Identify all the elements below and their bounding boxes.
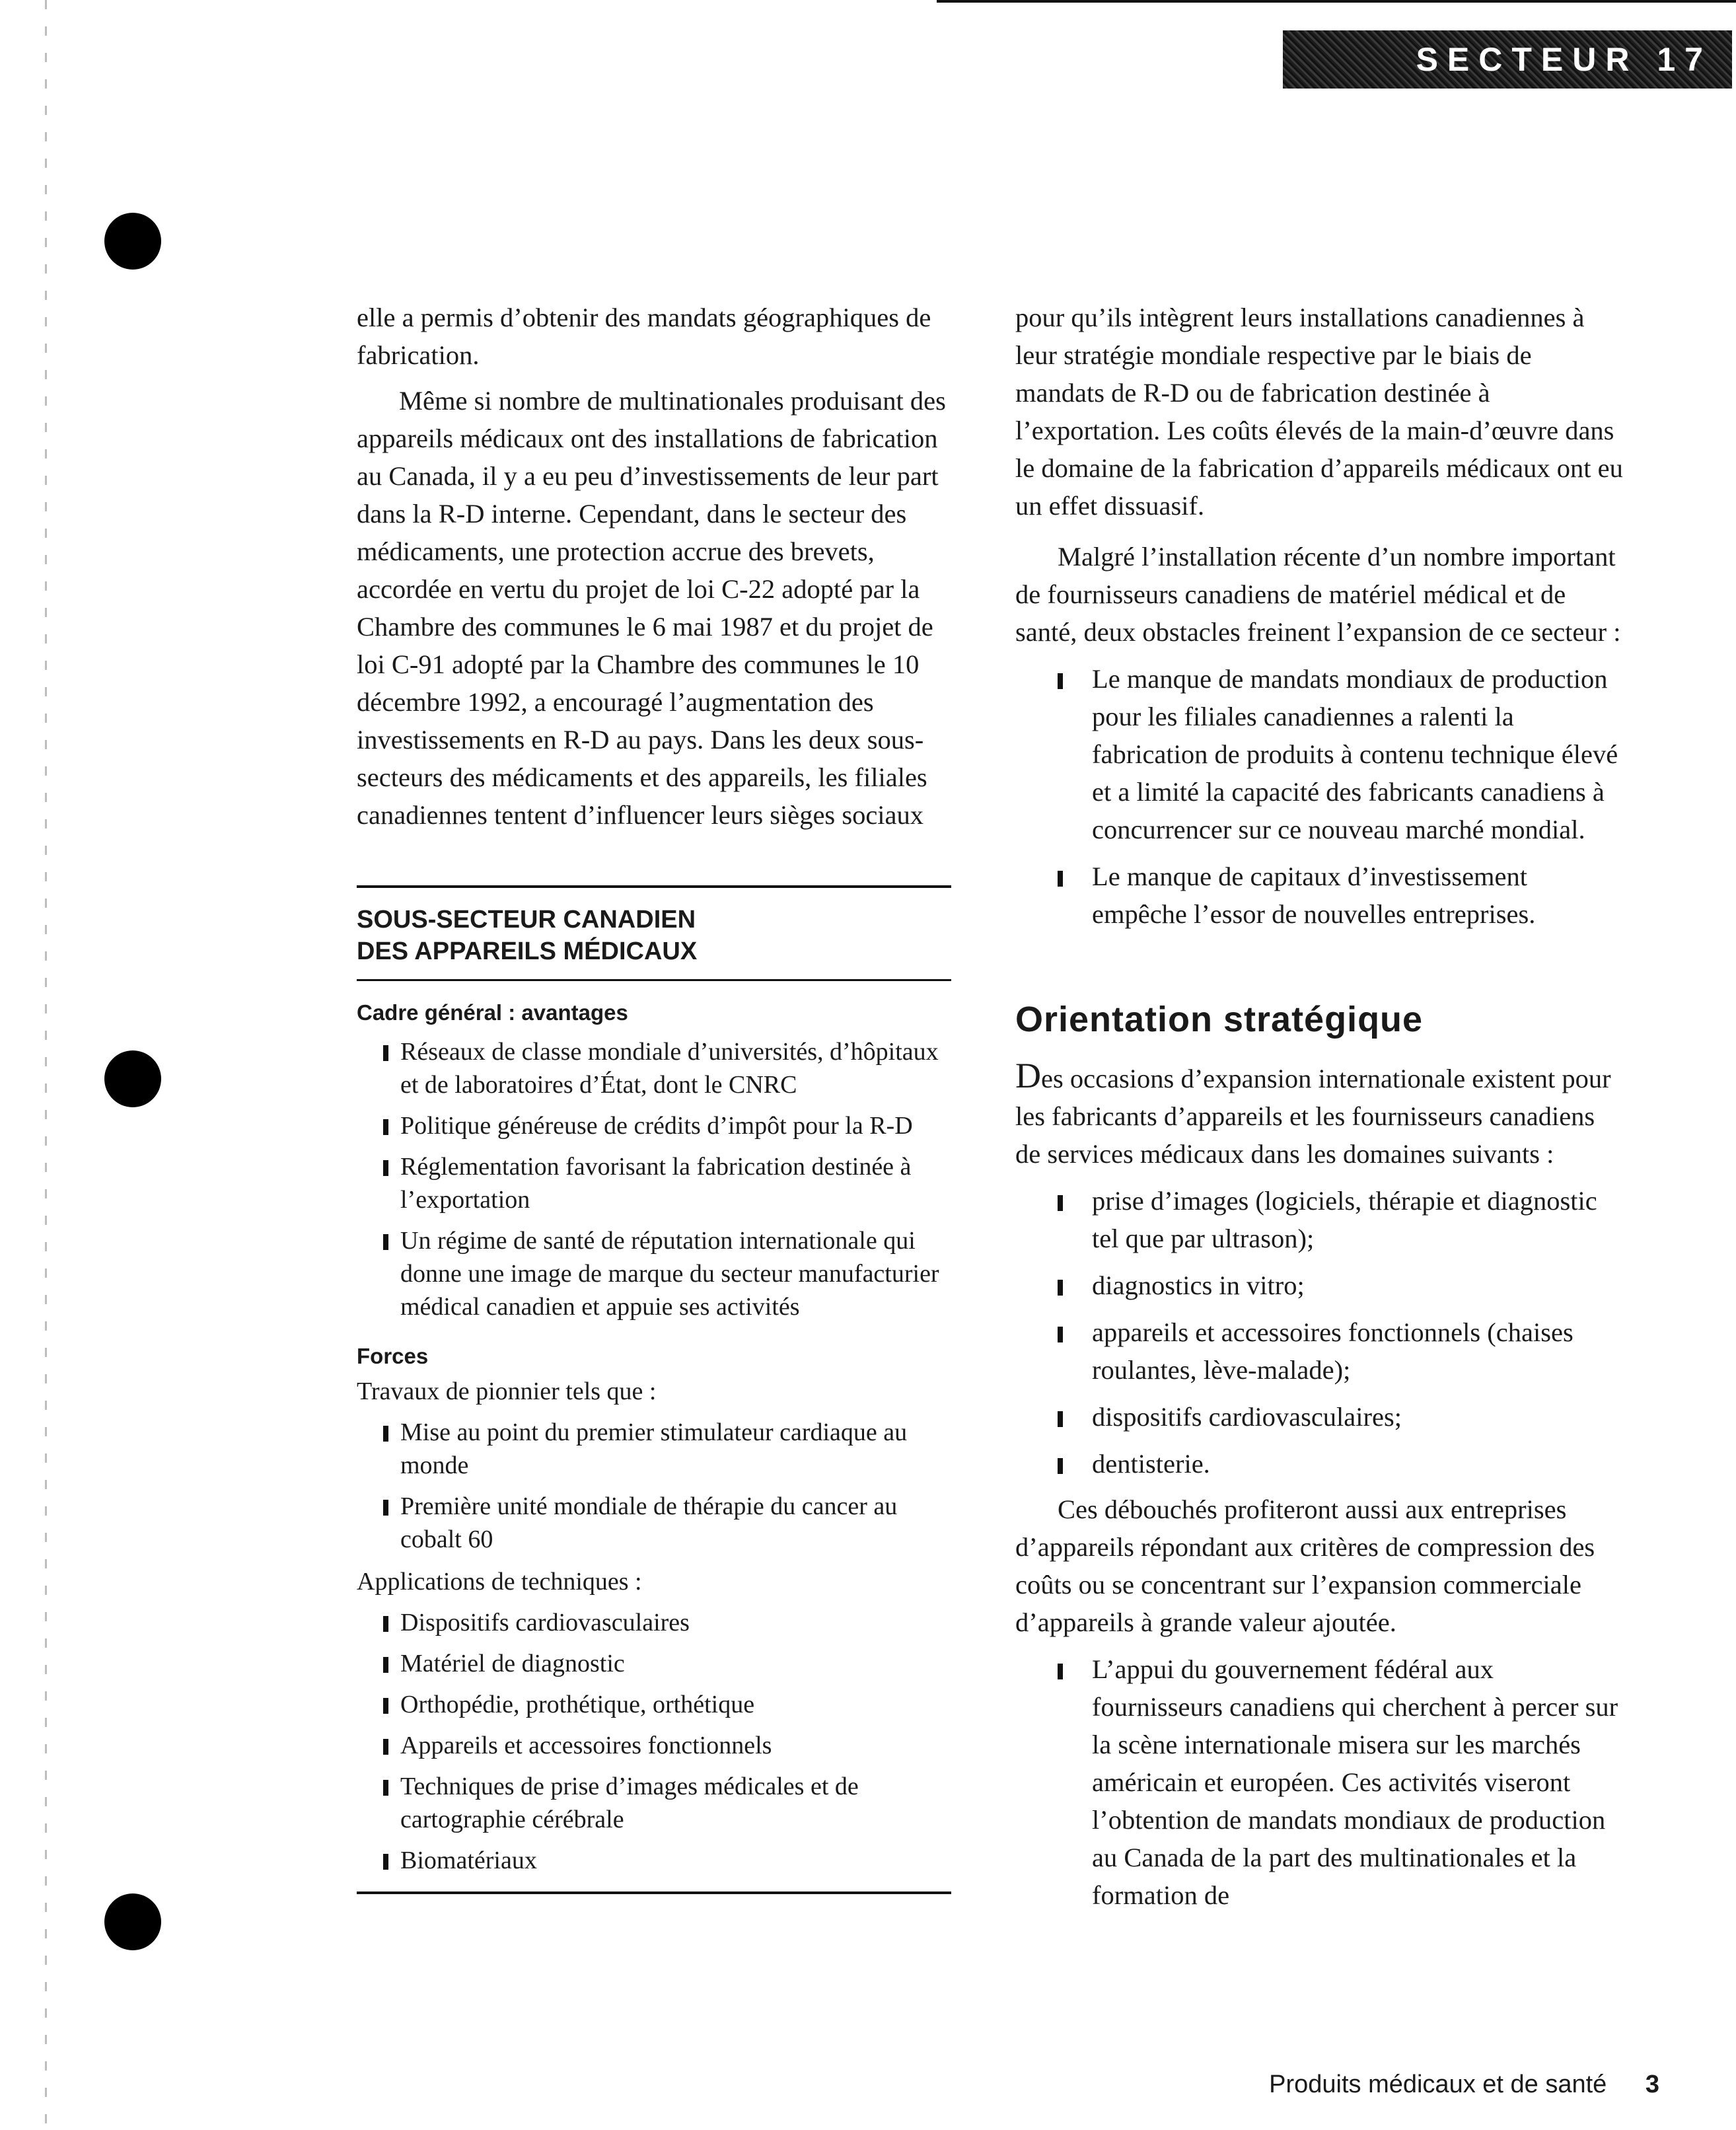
advantages-heading: Cadre général : avantages: [357, 1000, 628, 1025]
list-item: Réglementation favorisant la fabrication destinée à l’exportation: [357, 1150, 951, 1216]
scan-edge: [45, 0, 47, 2130]
box-title-rule: [357, 979, 951, 981]
footer-title: Produits médicaux et de santé: [1269, 2071, 1607, 2098]
punch-hole: [104, 213, 161, 270]
list-item: Matériel de diagnostic: [357, 1647, 951, 1680]
list-item: Mise au point du premier stimulateur cardiaque au monde: [357, 1416, 951, 1482]
advantages-list: [357, 1035, 951, 1323]
box-title: SOUS-SECTEUR CANADIEN DES APPAREILS MÉDICAUX: [357, 906, 698, 965]
section-label: SECTEUR 17: [1416, 41, 1712, 78]
section-banner: [1283, 30, 1732, 89]
top-rule: [937, 0, 1736, 3]
intro-continuation: elle a permis d’obtenir des mandats géographiques de fabrication.: [357, 303, 931, 370]
strategy-intro: Des occasions d’expansion internationale existent pour les fabricants d’appareils et les fournisseurs canadiens de services médicaux dans les domaines suivants :: [1015, 1056, 1611, 1169]
page-footer: [1269, 2071, 1659, 2099]
list-item: prise d’images (logiciels, thérapie et diagnostic tel que par ultrason);: [1015, 1182, 1623, 1257]
right-column: [1015, 299, 1623, 1914]
list-item: diagnostics in vitro;: [1015, 1267, 1623, 1304]
list-item: Un régime de santé de réputation internationale qui donne une image de marque du secteur manufacturier médical canadien et appuie ses activités: [357, 1224, 951, 1323]
pioneer-list: [357, 1416, 951, 1556]
list-item: Réseaux de classe mondiale d’universités, d’hôpitaux et de laboratoires d’État, dont le CNRC: [357, 1035, 951, 1101]
obstacles-intro: Malgré l’installation récente d’un nombre important de fournisseurs canadiens de matériel médical et de santé, deux obstacles freinent l’expansion de ce secteur :: [1015, 542, 1621, 647]
list-item: Orthopédie, prothétique, orthétique: [357, 1688, 951, 1721]
list-item: Techniques de prise d’images médicales et de cartographie cérébrale: [357, 1770, 951, 1836]
list-item: Le manque de capitaux d’investissement empêche l’essor de nouvelles entreprises.: [1015, 858, 1623, 933]
punch-hole: [104, 1050, 161, 1107]
list-item: Politique généreuse de crédits d’impôt pour la R-D: [357, 1109, 951, 1142]
list-item: Dispositifs cardiovasculaires: [357, 1606, 951, 1639]
list-item: appareils et accessoires fonctionnels (chaises roulantes, lève-malade);: [1015, 1313, 1623, 1389]
list-item: Biomatériaux: [357, 1844, 951, 1877]
strengths-heading: Forces: [357, 1344, 429, 1368]
box-bottom-rule: [357, 1891, 951, 1894]
list-item: L’appui du gouvernement fédéral aux fournisseurs canadiens qui cherchent à percer sur la scène internationale misera sur les marchés américain et européen. Ces activités viseront l’obtention de mandats mondiaux de production au Canada de la part des multinationales et la formation de: [1015, 1650, 1623, 1914]
benefits-paragraph: Ces débouchés profiteront aussi aux entreprises d’appareils répondant aux critères de compression des coûts ou se concentrant sur l’expansion commerciale d’appareils à grande valeur ajoutée.: [1015, 1494, 1595, 1637]
applications-intro: Applications de techniques :: [357, 1568, 642, 1596]
list-item: Première unité mondiale de thérapie du cancer au cobalt 60: [357, 1490, 951, 1556]
left-column: [357, 299, 951, 1894]
pioneer-intro: Travaux de pionnier tels que :: [357, 1377, 657, 1405]
strategy-heading: Orientation stratégique: [1015, 1000, 1424, 1039]
support-list: [1015, 1650, 1623, 1914]
list-item: Le manque de mandats mondiaux de production pour les filiales canadiennes a ralenti la fabrication de produits à contenu technique élevé et a limité la capacité des fabricants canadiens à concurrencer sur ce nouveau marché mondial.: [1015, 660, 1623, 848]
page-number: 3: [1645, 2071, 1659, 2098]
domains-list: [1015, 1182, 1623, 1483]
continuation-paragraph: pour qu’ils intègrent leurs installations canadiennes à leur stratégie mondiale respective par le biais de mandats de R-D ou de fabrication destinée à l’exportation. Les coûts élevés de la main-d’œuvre dans le domaine de la fabrication d’appareils médicaux ont eu un effet dissuasif.: [1015, 303, 1623, 521]
list-item: dispositifs cardiovasculaires;: [1015, 1398, 1623, 1436]
applications-list: [357, 1606, 951, 1877]
sidebar-box: [357, 885, 951, 1894]
list-item: dentisterie.: [1015, 1445, 1623, 1483]
body-paragraph: Même si nombre de multinationales produisant des appareils médicaux ont des installations de fabrication au Canada, il y a eu peu d’investissements de leur part dans la R-D interne. Cependant, dans le secteur des médicaments, une protection accrue des brevets, accordée en vertu du projet de loi C-22 adopté par la Chambre des communes le 6 mai 1987 et du projet de loi C-91 adopté par la Chambre des communes le 10 décembre 1992, a encouragé l’augmentation des investissements en R-D au pays. Dans les deux sous-secteurs des médicaments et des appareils, les filiales canadiennes tentent d’influencer leurs sièges sociaux: [357, 386, 946, 830]
list-item: Appareils et accessoires fonctionnels: [357, 1729, 951, 1762]
punch-hole: [104, 1893, 161, 1950]
obstacles-list: [1015, 660, 1623, 933]
